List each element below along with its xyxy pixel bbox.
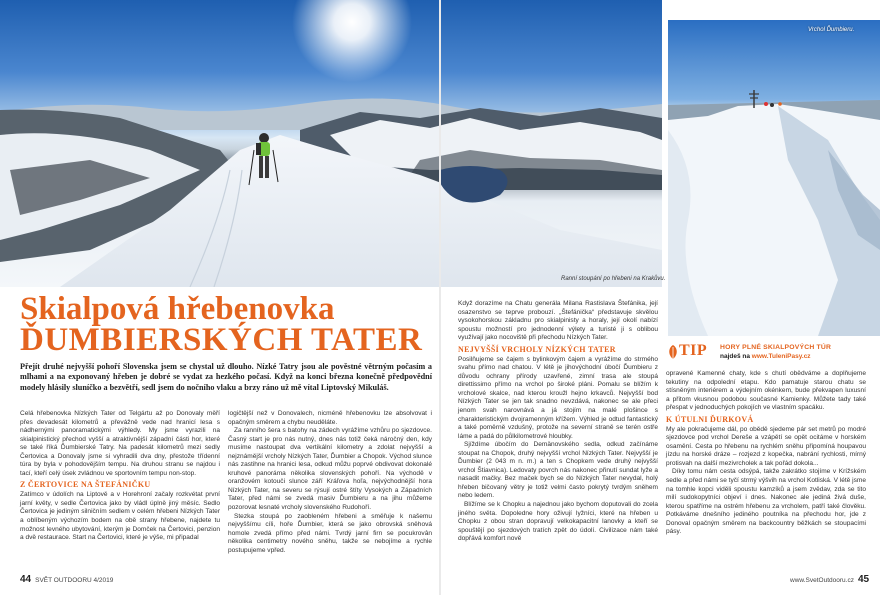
text-column-4 xyxy=(666,370,866,537)
left-photo-caption: Ranní stoupání po hřebeni na Krakůvu. xyxy=(561,276,666,282)
leaf-icon xyxy=(667,344,679,360)
tip-subtitle-prefix: najdeš na xyxy=(720,353,750,360)
text-column-3 xyxy=(458,300,658,544)
paragraph: Díky tomu nám cesta odsýpá, takže zakrátko stojíme v Krížském sedle a před námi se tyčí strmý výšvih na vrchol Kotliská. V létě jsme na tomhle kopci viděli spoustu kamzíků a jsem zvědav, zda se tito milí sudokopytníci objeví i dnes. Nakonec ale jediná živá duše, kterou spatříme na ostrém hřebenu za vrcholem, patří také člověku. Potkáváme dnešního jediného poutníka na přechodu hor, jde z Donoval opačným směrem na backcountry běžkách se stoupacími pásy. xyxy=(666,468,866,536)
footer-left xyxy=(20,574,113,585)
paragraph: Sjíždíme úbočím do Demänovského sedla, odkud začínáme stoupat na Chopok, druhý nejvyšší vrchol Nízkých Tater. Nejvyšší je Ďumbier (2 043 m n. m.) a ten s Chopkem vede druhý nejvyšší vrchol Štiavnica). Ledovaty povrch nás nakonec přinutí sundat lyže a nasadit mačky. Bez maček bych se do Nízkých Tater nevydal, holý hřeben bičovaný větry je totiž velmi často pokrytý tvrdým sněhem nebo ledem. xyxy=(458,441,658,500)
magazine-issue: SVĚT OUTDOORU 4/2019 xyxy=(35,577,114,584)
tip-label: TIP xyxy=(679,342,708,359)
subheading: K ÚTULNI ĎURKOVÁ xyxy=(666,414,754,424)
right-photo-caption: Vrchol Ďumbieru. xyxy=(808,27,855,33)
text-column-1 xyxy=(20,410,220,543)
tip-title: HORY PLNÉ SKIALPOVÝCH TÚR xyxy=(720,344,832,351)
website-url[interactable]: www.SvetOutdooru.cz xyxy=(790,577,854,584)
page-number-left: 44 xyxy=(20,574,32,585)
footer-right xyxy=(790,574,869,585)
paragraph: logičtější než v Donovalech, nicméně hřebenovku lze absolvovat i opačným směrem a chybu neuděláte. xyxy=(228,410,432,426)
paragraph: Zatímco v údolích na Liptově a v Horehroní začaly rozkvétat první jarní květy, v sedle Čertovica jako by vládl úplně jiný měsíc. Sedlo Čertovica je jediným silničním sedlem v celém hřebeni Nízkých Tater a oblíbeným výchozím bodem na obě strany hřebene, najdete tu možnost levného ubytování, kterým je Domček na Čertovici, penzion a dvě restaurace. Start na Čertovici, které je výše, mi připadal xyxy=(20,491,220,542)
paragraph: Za ranního šera s batohy na zádech vyrážíme vzhůru po sjezdovce. Časný start je pro nás nutný, dnes nás totiž čeká náročný den, kdy musíme nastoupat dva vertikální kilometry a zdolat nejvyšší a nejznámější vrcholy Nízkých Tater, Ďumbier a Chopok. Východ slunce nás zastihne na hranici lesa, odkud můžu poprvé obdivovat dokonalé kruhové panoráma několika slovenských pohoří. Na východě v oranžovém kotouči slunce září Kráľova hoľa, nejvýchodnější hora Nízkých Tater, na severu se rýsují ostré štíty Vysokých a Západních Tater, před námi se zvedá masiv Ďumbieru a na jihu můžeme pozorovat lesnaté vrcholy slovenského Rudohoří. xyxy=(228,427,432,512)
paragraph: Celá hřebenovka Nízkých Tater od Telgártu až po Donovaly měří přes devadesát kilometrů a převážně vede nad hranicí lesa s nádhernými panoramatickými výhledy. My jsme vyrazili na skialpinistický přechod vyšší a atraktivnější západní části hor, které se také říká Ďumbierské Tatry. Na padesát kilometrů mezi sedly Čertovica a Donovaly jsme si vyhradili dva dny, přestože třídenní túra by byla v pohodovějším tempu. Na druhou stranu se najdou i tací, kteří celý úsek zvládnou ve sportovním tempu non-stop. xyxy=(20,410,220,477)
headline-line-1: Skialpová hřebenovka xyxy=(20,291,335,327)
tip-link[interactable]: www.TuleniPasy.cz xyxy=(751,353,811,360)
lead-paragraph: Přejít druhé nejvyšší pohoří Slovenska jsem se chystal už dlouho. Nízké Tatry jsou ale pověstné větrným počasím a mlhami a na exponovaný hřeben je dobré se vydat za hezkého počasí. Když na konci března konečně předpovědní modely hlásily sluníčko a bezvětří, sedl jsem do nočního vlaku a brzy ráno už mě vítal Liptovský Mikuláš. xyxy=(20,362,432,392)
paragraph: Stezka stoupá po zaobleném hřebeni a směřuje k našemu nejvyššímu cíli, hoře Ďumbier, která se jako obrovská sněhová homole zvedá přímo před námi. Tvrdý jarní firn se pocukrovân několika centimetry nového sněhu, takže se nebojíme a rychle postupujeme vpřed. xyxy=(228,512,432,554)
subheading: NEJVYŠŠÍ VRCHOLY NÍZKÝCH TATER xyxy=(458,344,616,354)
headline-line-2: ĎUMBIERSKÝCH TATER xyxy=(20,322,423,358)
text-column-2 xyxy=(228,410,432,555)
paragraph: Posilňujeme se čajem s bylinkovým čajem a vyrážíme do strmého svahu přímo nad chatou. V létě je jihovýchodní úbočí Ďumbieru z důvodu ochrany přírody uzavřené, zimní trasa ale stoupá direttissimo přímo na vrchol po široké pláni. Pomalu se blížím k vrcholové skalce, nad kterou kroužl hejno krkavců. Nejvyšší bod Nízkých Tater se jen tak snadno nevzdává, nakonec se ale přeci jenom svah narovnává a já stojím na malé plošince s charakteristickým dvojramenným křížem. Výhled je odtud fantastický a také poměrně vzdušný, protože na severní straně se terén ostře láme a padá do půlkilometrové hloubky. xyxy=(458,355,658,440)
paragraph: Když dorazíme na Chatu generála Milana Rastislava Štefánika, její osazenstvo se teprve probouzí. „Štefánička“ představuje skvělou vysokohorskou základnu pro skialpinisty a horaly, její okolí nabízí spoustu možností pro jednodenní výlety a turisté ji s oblibou využívají jako nocoviště při přechodu Nízkých Tater. xyxy=(458,300,658,342)
subheading: Z ČERTOVICE NA ŠTEFÁNIČKU xyxy=(20,480,151,490)
article-headline xyxy=(20,291,440,358)
tip-box xyxy=(667,341,872,367)
tip-subtitle xyxy=(720,353,811,360)
paragraph: My ale pokračujeme dál, po obědě sjedeme pár set metrů po modré sjezdovce pod vrchol Dereše a vzápětí se opět ocitáme v horském osamění. Cesta po hřebenu na rychlém sněhu připomíná houpavou jízdu na horské dráze – rozjezd z kopečka, nabrání rychlosti, mírný protisvah na další mezivrcholek a tak pořád dokola... xyxy=(666,425,866,467)
paragraph: Blížíme se k Chopku a najednou jako bychom doputovali do zcela jiného světa. Dopoledne hory oživují lyžníci, které na hřeben u Chopku z obou stran dopravují velkokapacitní lanovky a kteří se spouštějí po sjezdových tratích zpět do údolí. Civilizace nám také dopřává komfort nově xyxy=(458,501,658,543)
ridge-skier-photo xyxy=(0,0,662,287)
page-number-right: 45 xyxy=(857,574,870,585)
paragraph: opravené Kamenné chaty, kde s chutí obědváme a doplňujeme tekutiny na odpolední etapu. Kdo pamatuje starou chatu se stísněným interiérem a výdejním okénkem, bude překvapen luxusní a přitom vkusnou podobou současné Kamienky. Můžete tady také přespat v jednoduchých pokojích ve vlastním spacáku. xyxy=(666,370,866,412)
summit-photo xyxy=(668,20,880,336)
